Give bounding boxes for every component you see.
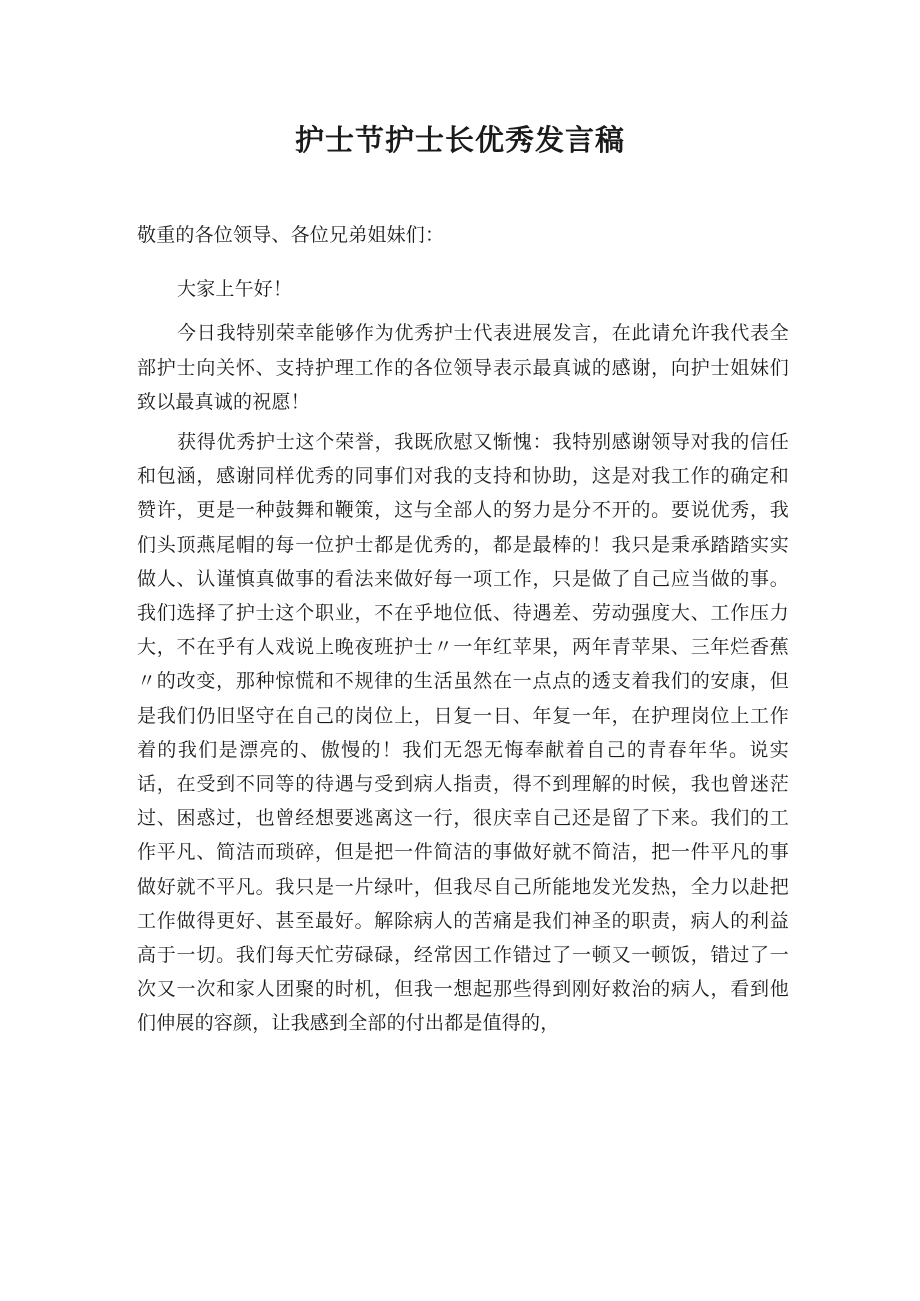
paragraph-greeting: 大家上午好！ bbox=[177, 278, 293, 301]
document-body bbox=[137, 218, 789, 1047]
paragraph-thanks: 今日我特别荣幸能够作为优秀护士代表进展发言，在此请允许我代表全部护士向关怀、支持护理工作的各位领导表示最真诚的感谢，向护士姐妹们致以最真诚的祝愿！ bbox=[137, 322, 789, 413]
salutation: 敬重的各位领导、各位兄弟姐妹们： bbox=[137, 224, 445, 246]
document-title: 护士节护士长优秀发言稿 bbox=[294, 123, 625, 157]
paragraph-main: 获得优秀护士这个荣誉，我既欣慰又惭愧：我特别感谢领导对我的信任和包涵，感谢同样优秀的同事们对我的支持和协助，这是对我工作的确定和赞许，更是一种鼓舞和鞭策，这与全部人的努力是分不开的。要说优秀，我们头顶燕尾帽的每一位护士都是优秀的，都是最棒的！我只是秉承踏踏实实做人、认谨慎真做事的看法来做好每一项工作，只是做了自己应当做的事。我们选择了护士这个职业，不在乎地位低、待遇差、劳动强度大、工作压力大，不在乎有人戏说上晚夜班护士〃一年红苹果，两年青苹果、三年烂香蕉〃的改变，那种惊慌和不规律的生活虽然在一点点的透支着我们的安康，但是我们仍旧坚守在自己的岗位上，日复一日、年复一年，在护理岗位上工作着的我们是漂亮的、傲慢的！我们无怨无悔奉献着自己的青春年华。说实话，在受到不同等的待遇与受到病人指责，得不到理解的时候，我也曾迷茫过、困惑过，也曾经想要逃离这一行，很庆幸自己还是留了下来。我们的工作平凡、简洁而琐碎，但是把一件简洁的事做好就不简洁，把一件平凡的事做好就不平凡。我只是一片绿叶，但我尽自己所能地发光发热，全力以赴把工作做得更好、甚至最好。解除病人的苦痛是我们神圣的职责，病人的利益高于一切。我们每天忙劳碌碌，经常因工作错过了一顿又一顿饭，错过了一次又一次和家人团聚的时机，但我一想起那些得到刚好救治的病人，看到他们伸展的容颜，让我感到全部的付出都是值得的， bbox=[137, 431, 789, 1035]
